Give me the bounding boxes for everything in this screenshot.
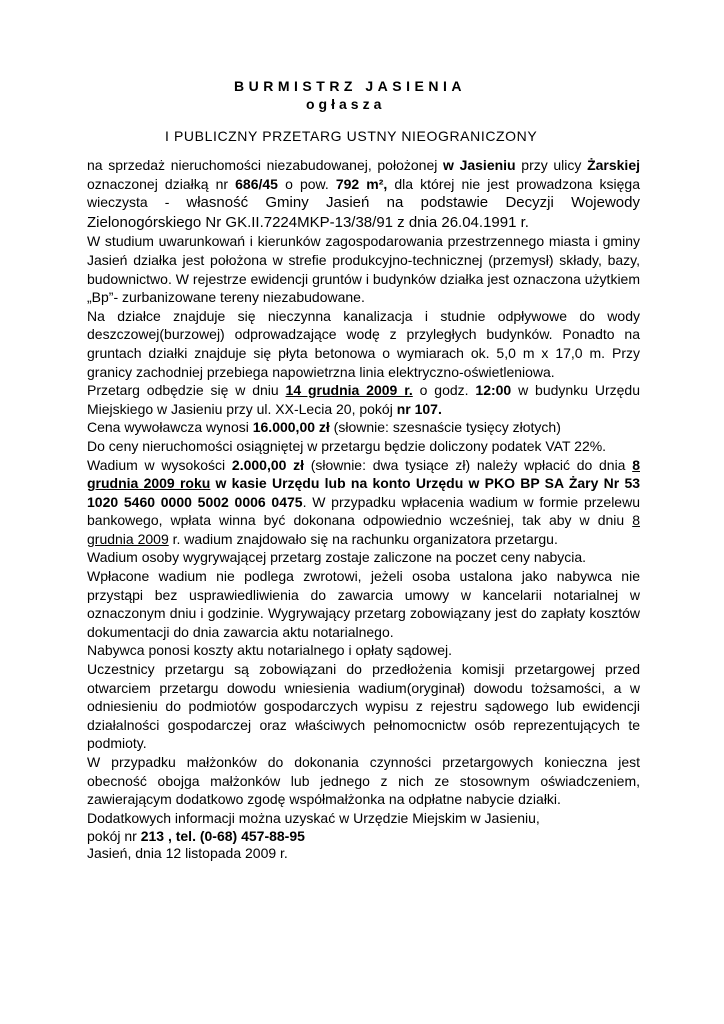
text: (słownie: dwa tysiące zł) należy wpłacić do dnia (304, 456, 633, 473)
contact-info: 213 , tel. (0-68) 457-88-95 (140, 828, 305, 845)
auction-subtitle: I PUBLICZNY PRZETARG USTNY NIEOGRANICZONY (165, 128, 538, 144)
text: w budynku Urzędu Miejskiego w Jasieniu przy ul. XX-Lecia 20, pokój (87, 382, 640, 417)
paragraph-contact (87, 809, 640, 846)
paragraph-documents: Uczestnicy przetargu są zobowiązani do przedłożenia komisji przetargowej przed otwarciem przetargu dowodu wniesienia wadium(oryginał) dowodu tożsamości, a w odniesieniu do podmiotów gospodarczych wypisu z rejestru sądowego lub ewidencji działalności gospodarczej oraz właściwych pełnomocnictw osób reprezentujących te podmioty. (87, 661, 640, 752)
text: . W przypadku wpłacenia wadium w formie przelewu bankowego, wpłata winna być dokonana odpowiednio wcześniej, tak aby w dniu (87, 493, 640, 529)
document-title: BURMISTRZ JASIENIA (234, 78, 466, 94)
auction-date: 14 grudnia 2009 r. (285, 382, 413, 399)
text: przy ulicy (515, 157, 588, 173)
plot-number: 686/45 (235, 175, 278, 192)
ownership-text: własność Gminy Jasień na podstawie Decyzji Wojewody Zielonogórskiego Nr GK.II.7224MKP-13/38/91 z dnia 26.04.1991 r. (87, 194, 640, 231)
text: Przetarg odbędzie się w dniu (87, 382, 286, 399)
starting-price: 16.000,00 zł (252, 419, 330, 436)
paragraph-auction-date (87, 381, 640, 418)
document-date: Jasień, dnia 12 listopada 2009 r. (87, 845, 288, 861)
paragraph-property (87, 156, 640, 232)
auction-time: 12:00 (475, 382, 512, 399)
deposit-deadline: 8 grudnia 2009 roku (87, 456, 640, 492)
room-number: nr 107. (396, 400, 442, 417)
paragraph-costs: Nabywca ponosi koszty aktu notarialnego i opłaty sądowej. (87, 642, 452, 659)
text: o godz. (412, 382, 476, 399)
bank-account: w kasie Urzędu lub na konto Urzędu w PKO BP SA Żary Nr 53 1020 5460 0000 5002 0006 0475 (87, 475, 641, 510)
text: oznaczonej działką nr (87, 175, 236, 192)
paragraph-deposit-credit: Wadium osoby wygrywającej przetarg zostaje zaliczone na poczet ceny nabycia. (87, 549, 587, 566)
paragraph-utilities: Na działce znajduje się nieczynna kanalizacja i studnie odpływowe do wody deszczowej(burzowej) odprowadzające wodę z przyległych budynków. Ponadto na gruntach działki znajduje się płyta betonowa o wymiarach ok. 5,0 m x 17,0 m. Przy granicy zachodniej przebiega napowietrzna linia elektryczno-oświetleniowa. (87, 307, 640, 380)
text: Wadium w wysokości (87, 456, 232, 473)
deposit-amount: 2.000,00 zł (231, 456, 305, 473)
text: (słownie: szesnaście tysięcy złotych) (329, 419, 561, 436)
paragraph-zoning: W studium uwarunkowań i kierunków zagospodarowania przestrzennego miasta i gminy Jasień działka jest położona w strefie produkcyjno-technicznej (przemysł) składy, bazy, budownictwo. W rejestrze ewidencji gruntów i budynków działka jest oznaczona użytkiem „Bp”- zurbanizowane tereny niezabudowane. (87, 233, 640, 306)
deposit-date: 8 grudnia 2009 (87, 512, 640, 547)
location: w Jasieniu (443, 157, 516, 173)
text: pokój nr (87, 828, 141, 845)
text: Cena wywoławcza wynosi (87, 419, 253, 436)
announces-heading: ogłasza (306, 96, 386, 112)
plot-area: 792 m², (335, 175, 388, 192)
text: na sprzedaż nieruchomości niezabudowanej, położonej (87, 157, 444, 173)
text: r. wadium znajdowało się na rachunku organizatora przetargu. (168, 530, 558, 547)
text: o pow. (277, 175, 336, 192)
paragraph-deposit-forfeit: Wpłacone wadium nie podlega zwrotowi, jeżeli osoba ustalona jako nabywca nie przystąpi bez usprawiedliwienia do zawarcia umowy w kancelarii notarialnej w oznaczonym dniu i godzinie. Wygrywający przetarg zobowiązany jest do zapłaty kosztów dokumentacji do dnia zawarcia aktu notarialnego. (87, 568, 640, 640)
street: Żarskiej (587, 157, 641, 173)
paragraph-price (87, 418, 640, 437)
text: Dodatkowych informacji można uzyskać w Urzędzie Miejskim w Jasieniu, (87, 809, 540, 826)
text: dla której nie jest prowadzona księga wieczysta - (87, 175, 640, 211)
paragraph-deposit (87, 456, 640, 549)
paragraph-vat: Do ceny nieruchomości osiągniętej w przetargu będzie doliczony podatek VAT 22%. (87, 437, 607, 454)
announcement-body (87, 156, 640, 846)
paragraph-spouses: W przypadku małżonków do dokonania czynności przetargowych konieczna jest obecność obojga małżonków lub jednego z nich ze stosownym oświadczeniem, zawierającym dodatkowo zgodę współmałżonka na odpłatne nabycie działki. (87, 754, 640, 808)
